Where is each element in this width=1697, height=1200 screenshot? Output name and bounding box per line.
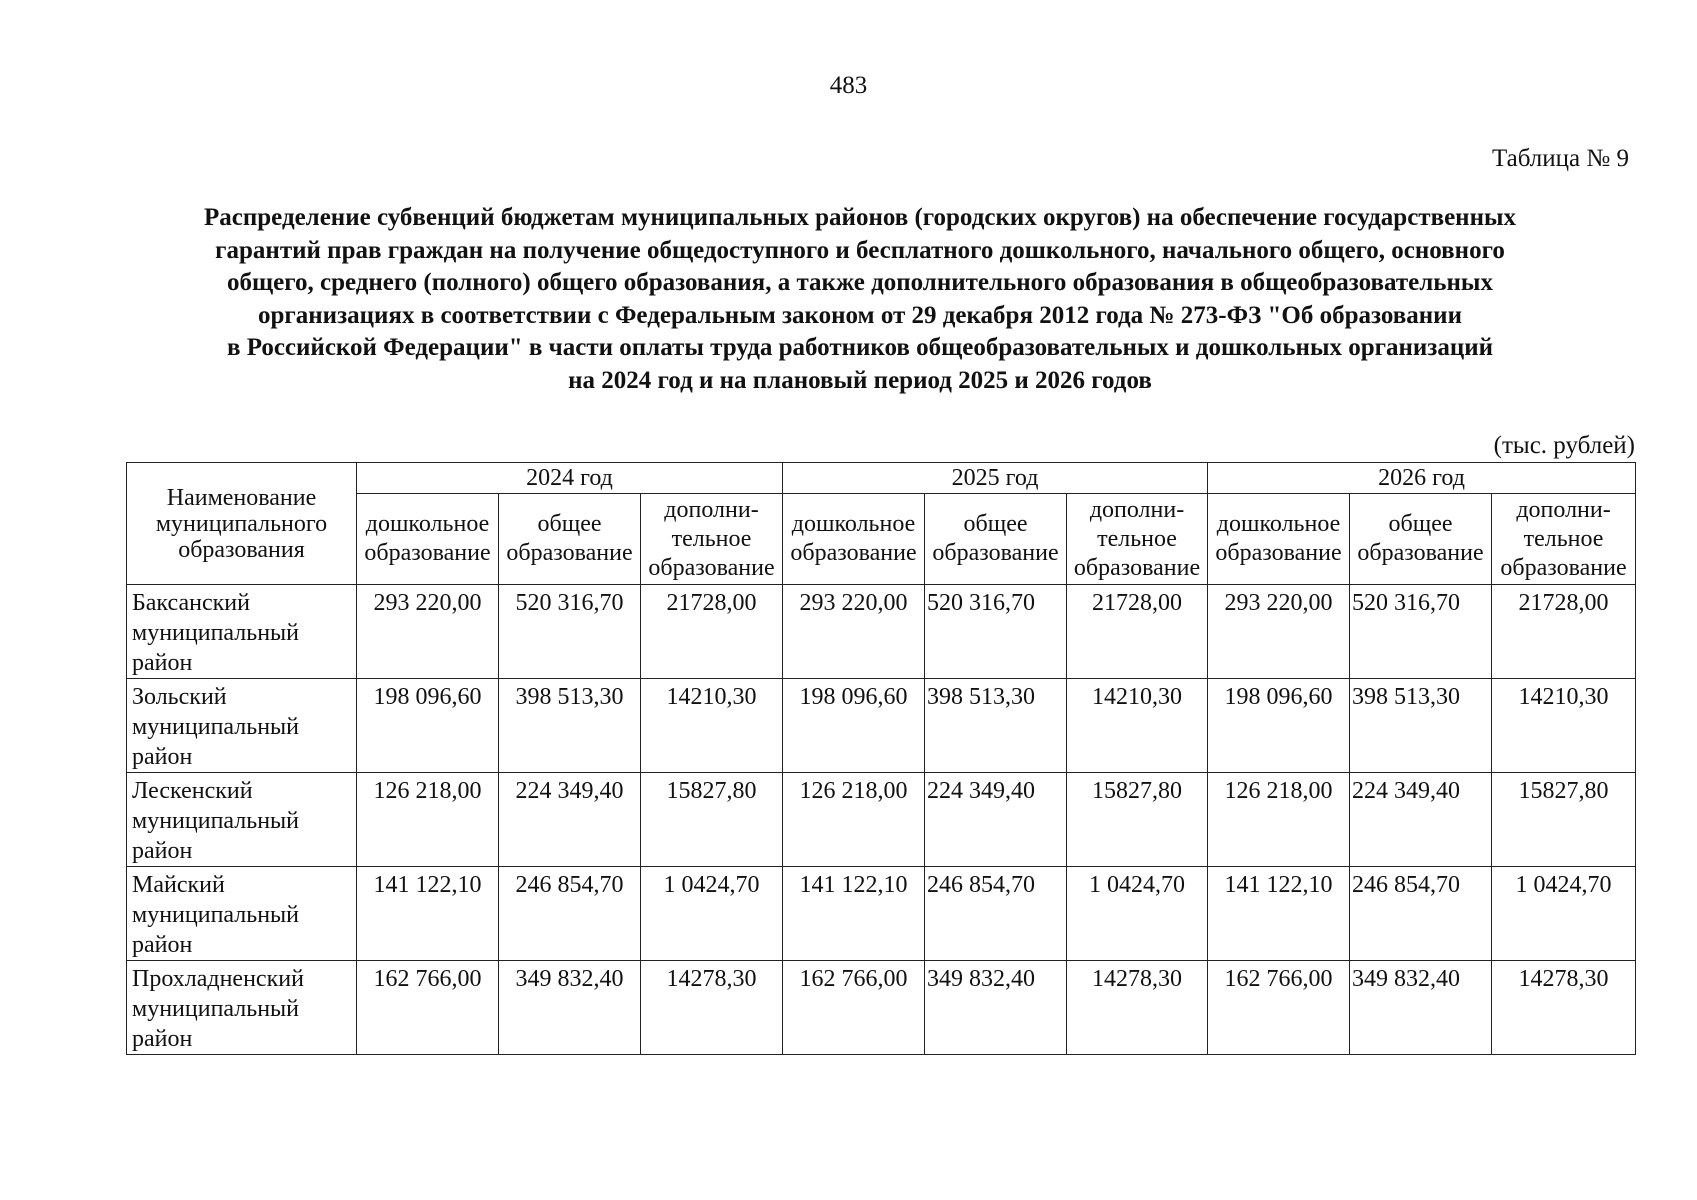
header-line: дополни- bbox=[1516, 496, 1611, 523]
value-cell: 1 0424,70 bbox=[1492, 867, 1636, 961]
year-header-row bbox=[127, 463, 1636, 494]
value-cell: 162 766,00 bbox=[783, 961, 925, 1055]
value-cell: 224 349,40 bbox=[499, 773, 641, 867]
table-label: Таблица № 9 bbox=[1491, 145, 1629, 172]
value-cell: 162 766,00 bbox=[1208, 961, 1350, 1055]
value-cell: 246 854,70 bbox=[499, 867, 641, 961]
title-line: в Российской Федерации" в части оплаты труда работников общеобразовательных и дошкольных организаций bbox=[226, 334, 1494, 361]
table-row bbox=[127, 867, 1636, 961]
municipality-name-cell bbox=[127, 961, 357, 1055]
municipality-name-cell bbox=[127, 679, 357, 773]
value-cell: 224 349,40 bbox=[925, 773, 1067, 867]
preschool-header bbox=[783, 494, 925, 585]
subvention-table bbox=[126, 462, 1636, 1055]
header-line: образование bbox=[1500, 554, 1627, 581]
value-cell: 198 096,60 bbox=[357, 679, 499, 773]
page-number: 483 bbox=[829, 72, 868, 99]
value-cell: 398 513,30 bbox=[499, 679, 641, 773]
value-cell: 520 316,70 bbox=[925, 585, 1067, 679]
value-cell: 14210,30 bbox=[641, 679, 783, 773]
units-label: (тыс. рублей) bbox=[1493, 432, 1635, 459]
header-line: общее bbox=[537, 511, 602, 537]
header-line: образование bbox=[648, 554, 775, 581]
header-line: дополни- bbox=[664, 496, 759, 523]
value-cell: 349 832,40 bbox=[1350, 961, 1492, 1055]
header-line: тельное bbox=[1097, 525, 1177, 552]
header-line: образование bbox=[364, 540, 491, 566]
header-line: дополни- bbox=[1089, 496, 1185, 523]
municipality-name-line: муниципальный bbox=[132, 902, 300, 928]
value-cell: 224 349,40 bbox=[1350, 773, 1492, 867]
municipality-name-line: район bbox=[132, 650, 193, 676]
table-row bbox=[127, 585, 1636, 679]
preschool-header bbox=[1208, 494, 1350, 585]
municipality-name-cell bbox=[127, 773, 357, 867]
header-line: образование bbox=[790, 540, 917, 566]
table-row bbox=[127, 961, 1636, 1055]
general-header bbox=[1350, 494, 1492, 585]
title-line: общего, среднего (полного) общего образования, а также дополнительного образования в общеобразовательных bbox=[227, 269, 1493, 296]
header-line: образование bbox=[506, 540, 633, 566]
value-cell: 293 220,00 bbox=[1208, 585, 1350, 679]
value-cell: 162 766,00 bbox=[357, 961, 499, 1055]
header-line: образование bbox=[1215, 540, 1342, 566]
municipality-name-line: муниципальный bbox=[132, 808, 300, 834]
value-cell: 293 220,00 bbox=[357, 585, 499, 679]
header-line: дошкольное bbox=[1216, 511, 1341, 537]
value-cell: 198 096,60 bbox=[1208, 679, 1350, 773]
header-line: тельное bbox=[1523, 525, 1604, 552]
value-cell: 398 513,30 bbox=[1350, 679, 1492, 773]
header-line: общее bbox=[963, 511, 1028, 537]
value-cell: 126 218,00 bbox=[357, 773, 499, 867]
table-body bbox=[127, 585, 1636, 1055]
municipality-name-line: Прохладненский bbox=[132, 966, 304, 992]
general-header bbox=[499, 494, 641, 585]
value-cell: 21728,00 bbox=[1492, 585, 1636, 679]
municipality-header bbox=[127, 463, 357, 585]
year-header-2026: 2026 год bbox=[1208, 463, 1636, 494]
value-cell: 198 096,60 bbox=[783, 679, 925, 773]
value-cell: 15827,80 bbox=[1492, 773, 1636, 867]
value-cell: 14278,30 bbox=[1067, 961, 1208, 1055]
value-cell: 246 854,70 bbox=[925, 867, 1067, 961]
value-cell: 1 0424,70 bbox=[641, 867, 783, 961]
value-cell: 21728,00 bbox=[641, 585, 783, 679]
title-line: гарантий прав граждан на получение общедоступного и бесплатного дошкольного, начального общего, основного bbox=[215, 236, 1505, 264]
value-cell: 14278,30 bbox=[641, 961, 783, 1055]
value-cell: 520 316,70 bbox=[1350, 585, 1492, 679]
value-cell: 246 854,70 bbox=[1350, 867, 1492, 961]
value-cell: 15827,80 bbox=[1067, 773, 1208, 867]
table-row bbox=[127, 679, 1636, 773]
header-line: дошкольное bbox=[365, 511, 490, 537]
value-cell: 15827,80 bbox=[641, 773, 783, 867]
additional-header bbox=[1492, 494, 1636, 585]
general-header bbox=[925, 494, 1067, 585]
municipality-name-line: Майский bbox=[132, 872, 225, 898]
municipality-name-line: муниципальный bbox=[132, 620, 300, 646]
header-line: образование bbox=[1073, 554, 1201, 581]
value-cell: 293 220,00 bbox=[783, 585, 925, 679]
value-cell: 398 513,30 bbox=[925, 679, 1067, 773]
municipality-name-line: район bbox=[132, 744, 193, 770]
municipality-name-line: район bbox=[132, 932, 193, 958]
header-line: образование bbox=[1357, 540, 1484, 566]
value-cell: 349 832,40 bbox=[925, 961, 1067, 1055]
municipality-name-line: Баксанский bbox=[132, 590, 250, 616]
municipality-name-line: муниципальный bbox=[132, 996, 300, 1022]
header-line: общее bbox=[1388, 511, 1453, 537]
value-cell: 14210,30 bbox=[1067, 679, 1208, 773]
value-cell: 126 218,00 bbox=[783, 773, 925, 867]
header-line: Наименование bbox=[166, 484, 317, 511]
municipality-name-line: Зольский bbox=[132, 684, 227, 710]
value-cell: 141 122,10 bbox=[783, 867, 925, 961]
year-header-2024: 2024 год bbox=[357, 463, 783, 494]
title-line: организациях в соответствии с Федеральным законом от 29 декабря 2012 года № 273-ФЗ "Об образовании bbox=[258, 301, 1462, 329]
municipality-name-line: район bbox=[132, 1026, 193, 1052]
value-cell: 14278,30 bbox=[1492, 961, 1636, 1055]
value-cell: 126 218,00 bbox=[1208, 773, 1350, 867]
value-cell: 520 316,70 bbox=[499, 585, 641, 679]
header-line: тельное bbox=[671, 525, 752, 552]
title-line: на 2024 год и на плановый период 2025 и 2026 годов bbox=[568, 366, 1152, 394]
value-cell: 141 122,10 bbox=[357, 867, 499, 961]
additional-header bbox=[1067, 494, 1208, 585]
title-line: Распределение субвенций бюджетам муниципальных районов (городских округов) на обеспечение государственных bbox=[204, 204, 1516, 231]
municipality-name-line: район bbox=[132, 838, 193, 864]
value-cell: 141 122,10 bbox=[1208, 867, 1350, 961]
header-line: образование bbox=[932, 540, 1059, 566]
document-title bbox=[100, 202, 1620, 397]
municipality-name-line: муниципальный bbox=[132, 714, 300, 740]
header-line: муниципального bbox=[155, 510, 328, 537]
preschool-header bbox=[357, 494, 499, 585]
header-line: дошкольное bbox=[791, 511, 916, 537]
year-header-2025: 2025 год bbox=[783, 463, 1208, 494]
value-cell: 21728,00 bbox=[1067, 585, 1208, 679]
value-cell: 349 832,40 bbox=[499, 961, 641, 1055]
municipality-name-cell bbox=[127, 585, 357, 679]
header-line: образования bbox=[178, 536, 305, 563]
municipality-name-line: Лескенский bbox=[132, 778, 253, 804]
value-cell: 14210,30 bbox=[1492, 679, 1636, 773]
value-cell: 1 0424,70 bbox=[1067, 867, 1208, 961]
additional-header bbox=[641, 494, 783, 585]
municipality-name-cell bbox=[127, 867, 357, 961]
table-row bbox=[127, 773, 1636, 867]
